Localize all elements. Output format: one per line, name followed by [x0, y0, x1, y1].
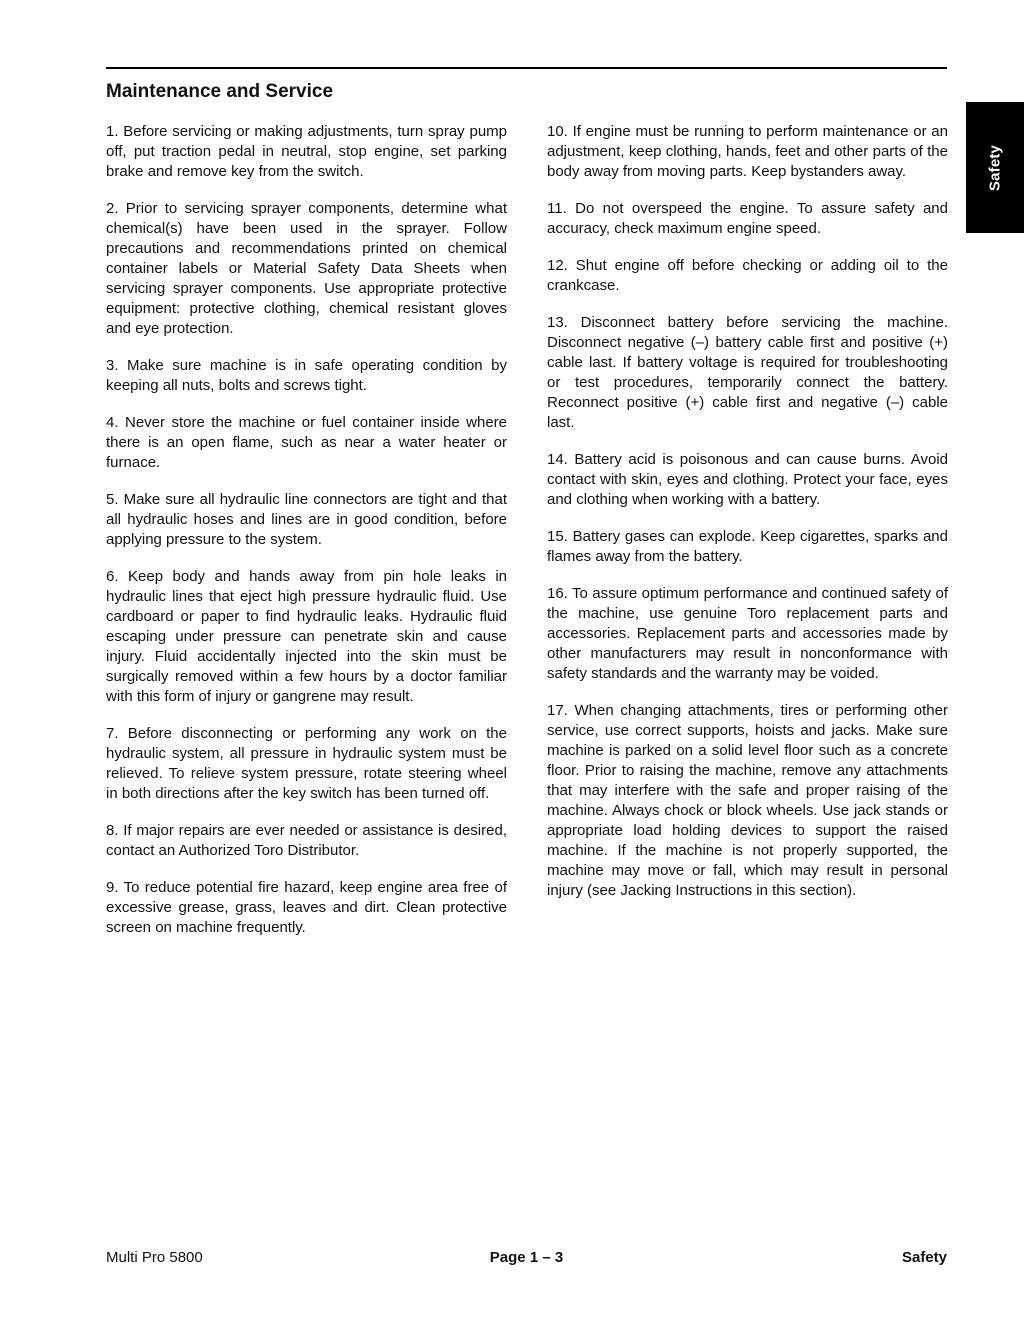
list-item: 3. Make sure machine is in safe operating condition by keeping all nuts, bolts and screws tight.	[106, 357, 507, 394]
left-column	[106, 122, 507, 955]
list-item: 14. Battery acid is poisonous and can cause burns. Avoid contact with skin, eyes and clothing. Protect your face, eyes and clothing when working with a battery.	[547, 451, 948, 508]
top-rule	[106, 67, 947, 69]
list-item: 8. If major repairs are ever needed or assistance is desired, contact an Authorized Toro Distributor.	[106, 822, 507, 859]
list-item: 7. Before disconnecting or performing any work on the hydraulic system, all pressure in hydraulic system must be relieved. To relieve system pressure, rotate steering wheel in both directions after the key switch has been turned off.	[106, 725, 507, 802]
list-item: 15. Battery gases can explode. Keep cigarettes, sparks and flames away from the battery.	[547, 528, 948, 565]
right-column	[547, 122, 948, 918]
footer-section-name: Safety	[901, 1249, 947, 1266]
list-item: 2. Prior to servicing sprayer components, determine what chemical(s) have been used in the sprayer. Follow precautions and recommendations printed on chemical container labels or Material Safety Data Sheets when servicing sprayer components. Use appropriate protective equipment: protective clothing, chemical resistant gloves and eye protection.	[106, 200, 507, 337]
list-item: 11. Do not overspeed the engine. To assure safety and accuracy, check maximum engine speed.	[547, 200, 948, 237]
footer-manual-title: Multi Pro 5800	[106, 1249, 203, 1266]
list-item: 16. To assure optimum performance and continued safety of the machine, use genuine Toro replacement parts and accessories. Replacement parts and accessories made by other manufacturers may result in nonconformance with safety standards and the warranty may be voided.	[547, 585, 948, 682]
list-item: 12. Shut engine off before checking or adding oil to the crankcase.	[547, 257, 948, 294]
list-item: 4. Never store the machine or fuel container inside where there is an open flame, such as near a water heater or furnace.	[106, 414, 507, 471]
list-item: 9. To reduce potential fire hazard, keep engine area free of excessive grease, grass, leaves and dirt. Clean protective screen on machine frequently.	[106, 879, 507, 936]
list-item: 5. Make sure all hydraulic line connectors are tight and that all hydraulic hoses and lines are in good condition, before applying pressure to the system.	[106, 491, 507, 548]
list-item: 13. Disconnect battery before servicing the machine. Disconnect negative (–) battery cable first and positive (+) cable last. If battery voltage is required for troubleshooting or test procedures, temporarily connect the battery. Reconnect positive (+) cable first and negative (–) cable last.	[547, 314, 948, 431]
list-item: 10. If engine must be running to perform maintenance or an adjustment, keep clothing, hands, feet and other parts of the body away from moving parts. Keep bystanders away.	[547, 123, 948, 180]
side-tab-label: Safety	[986, 144, 1004, 191]
list-item: 1. Before servicing or making adjustments, turn spray pump off, put traction pedal in neutral, stop engine, set parking brake and remove key from the switch.	[106, 123, 507, 180]
footer-page-number: Page 1 – 3	[489, 1249, 564, 1266]
section-title: Maintenance and Service	[106, 81, 334, 102]
list-item: 17. When changing attachments, tires or performing other service, use correct supports, hoists and jacks. Make sure machine is parked on a solid level floor such as a concrete floor. Prior to raising the machine, remove any attachments that may interfere with the safe and proper raising of the machine. Always chock or block wheels. Use jack stands or appropriate load holding devices to support the raised machine. If the machine is not properly supported, the machine may move or fall, which may result in personal injury (see Jacking Instructions in this section).	[547, 702, 948, 899]
side-tab	[966, 102, 1024, 233]
list-item: 6. Keep body and hands away from pin hole leaks in hydraulic lines that eject high pressure hydraulic fluid. Use cardboard or paper to find hydraulic leaks. Hydraulic fluid escaping under pressure can penetrate skin and cause injury. Fluid accidentally injected into the skin must be surgically removed within a few hours by a doctor familiar with this form of injury or gangrene may result.	[106, 568, 507, 705]
